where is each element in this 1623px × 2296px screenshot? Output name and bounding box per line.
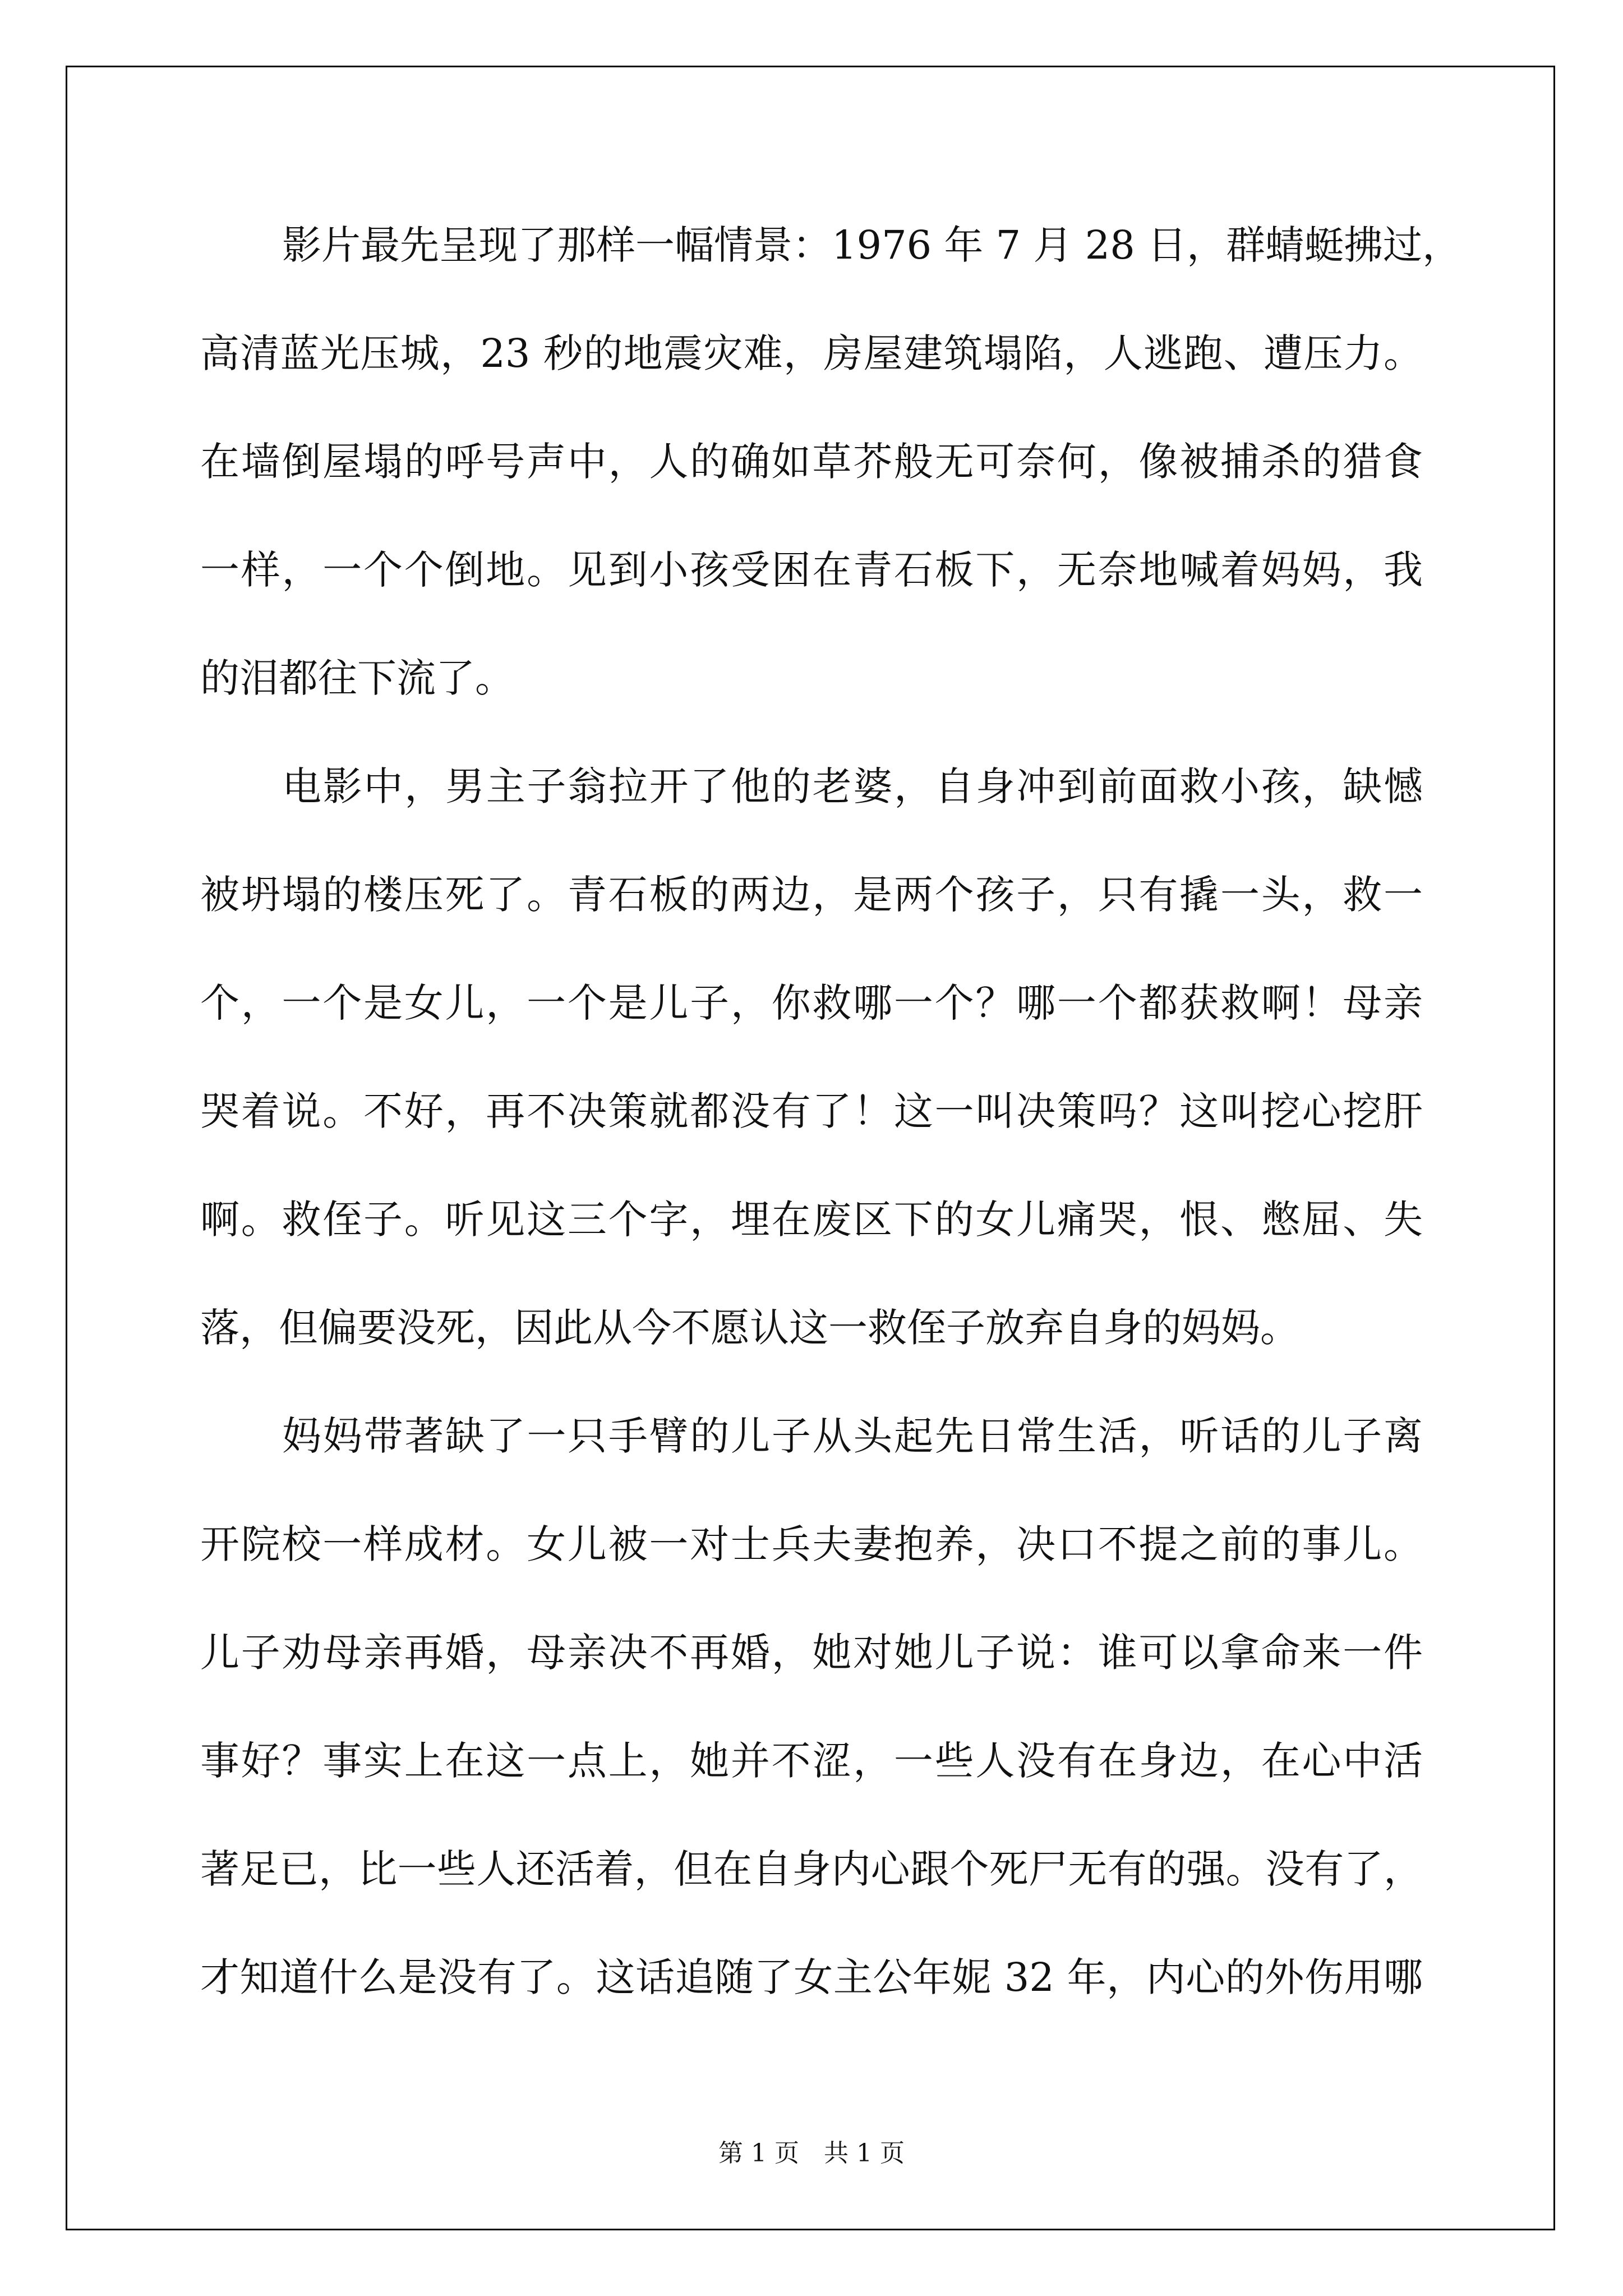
page-number: 第 1 页 [718, 2139, 799, 2168]
text-line: 著足已，比一些人还活着，但在自身内心跟个死尸无有的强。没有了， [200, 1846, 1423, 1892]
text-line: 高清蓝光压城，23 秒的地震灾难，房屋建筑塌陷，人逃跑、遭压力。 [200, 330, 1423, 376]
page-footer [0, 2133, 1623, 2169]
text-line: 个，一个是女儿，一个是儿子，你救哪一个？哪一个都获救啊！母亲 [200, 980, 1423, 1026]
text-line: 在墙倒屋塌的呼号声中，人的确如草芥般无可奈何，像被捕杀的猎食 [200, 439, 1423, 485]
text-line: 的泪都往下流了。 [200, 655, 514, 701]
text-line: 儿子劝母亲再婚，母亲决不再婚，她对她儿子说：谁可以拿命来一件 [200, 1630, 1423, 1676]
text-line: 被坍塌的楼压死了。青石板的两边，是两个孩子，只有撬一头，救一 [200, 872, 1423, 918]
text-line: 哭着说。不好，再不决策就都没有了！这一叫决策吗？这叫挖心挖肝 [200, 1088, 1423, 1134]
page-total: 共 1 页 [824, 2139, 905, 2168]
text-line: 影片最先呈现了那样一幅情景：1976 年 7 月 28 日，群蜻蜓拂过， [282, 222, 1462, 268]
document-body [200, 209, 1462, 2049]
text-line: 事好？事实上在这一点上，她并不涩，一些人没有在身边，在心中活 [200, 1738, 1423, 1784]
text-line: 妈妈带著缺了一只手臂的儿子从头起先日常生活，听话的儿子离 [282, 1413, 1423, 1459]
text-line: 开院校一样成材。女儿被一对士兵夫妻抱养，决口不提之前的事儿。 [200, 1521, 1423, 1567]
text-line: 啊。救侄子。听见这三个字，埋在废区下的女儿痛哭，恨、憋屈、失 [200, 1197, 1423, 1243]
text-line: 落，但偏要没死，因此从今不愿认这一救侄子放弃自身的妈妈。 [200, 1305, 1299, 1351]
text-line: 才知道什么是没有了。这话追随了女主公年妮 32 年，内心的外伤用哪 [200, 1954, 1423, 2000]
text-line: 一样，一个个倒地。见到小孩受困在青石板下，无奈地喊着妈妈，我 [200, 547, 1423, 593]
text-line: 电影中，男主子翁拉开了他的老婆，自身冲到前面救小孩，缺憾 [282, 763, 1423, 809]
